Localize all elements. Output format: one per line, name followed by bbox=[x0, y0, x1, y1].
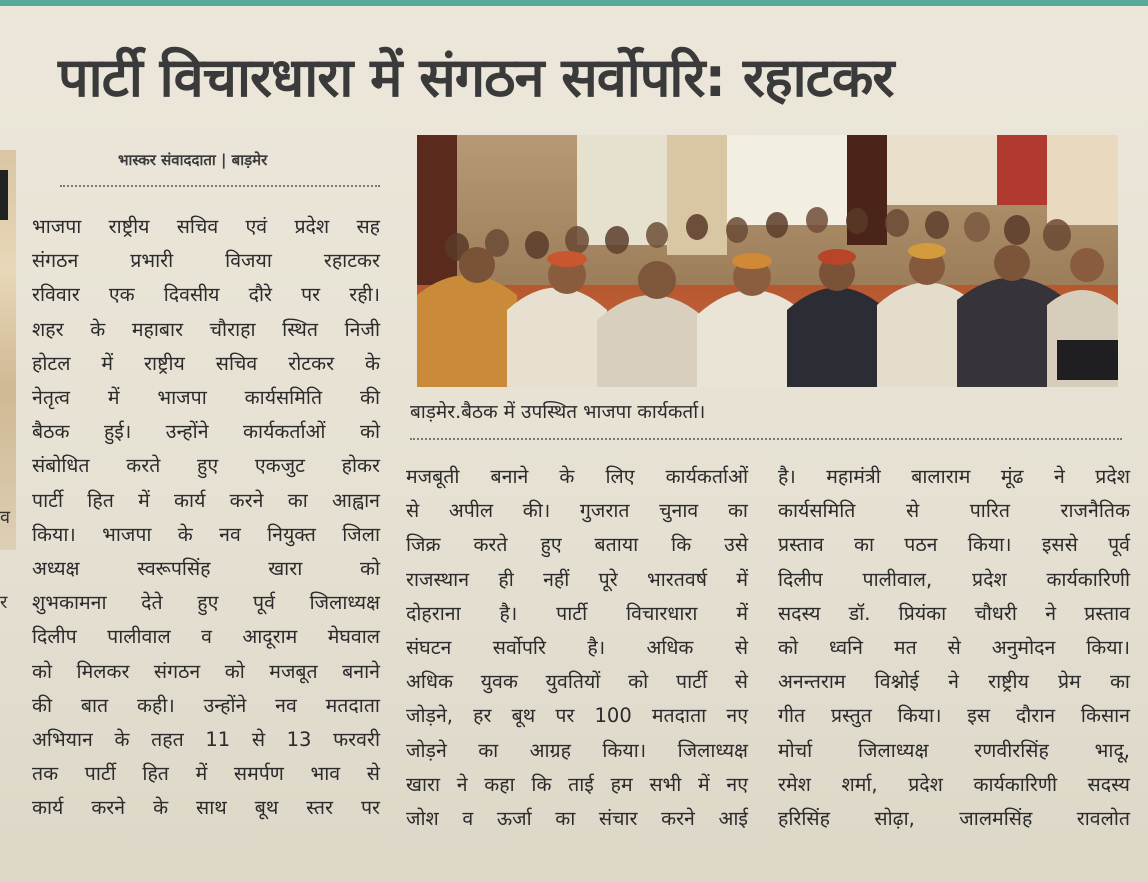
article-line: संबोधित करते हुए एकजुट होकर bbox=[32, 454, 380, 478]
article-line: दिलीप पालीवाल व आदूराम मेघवाल bbox=[32, 625, 380, 649]
article-column-middle bbox=[406, 460, 748, 836]
article-line: रविवार एक दिवसीय दौरे पर रही। bbox=[32, 283, 380, 307]
article-line: दिलीप पालीवाल, प्रदेश कार्यकारिणी bbox=[778, 567, 1130, 591]
article-line: हरिसिंह सोढ़ा, जालमसिंह रावलोत bbox=[778, 807, 1130, 831]
article-line: को मिलकर संगठन को मजबूत बनाने bbox=[32, 659, 380, 683]
article-column-right bbox=[778, 460, 1130, 836]
article-line: दोहराना है। पार्टी विचारधारा में bbox=[406, 601, 748, 625]
article-line: कार्यसमिति से पारित राजनैतिक bbox=[778, 499, 1130, 523]
article-line: जोड़ने, हर बूथ पर 100 मतदाता नए bbox=[406, 704, 748, 728]
article-line: किया। भाजपा के नव नियुक्त जिला bbox=[32, 522, 380, 546]
article-line: संघटन सर्वोपरि है। अधिक से bbox=[406, 636, 748, 660]
article-line: कार्य करने के साथ बूथ स्तर पर bbox=[32, 796, 380, 820]
article-line: मजबूती बनाने के लिए कार्यकर्ताओं bbox=[406, 465, 748, 488]
headline: पार्टी विचारधारा में संगठन सर्वोपरि: रहाटकर bbox=[58, 46, 894, 109]
article-line: अध्यक्ष स्वरूपसिंह खारा को bbox=[32, 557, 380, 581]
article-line: मोर्चा जिलाध्यक्ष रणवीरसिंह भादू, bbox=[778, 738, 1130, 762]
top-color-band bbox=[0, 0, 1148, 6]
article-line: तक पार्टी हित में समर्पण भाव से bbox=[32, 762, 380, 786]
article-line: नेतृत्व में भाजपा कार्यसमिति की bbox=[32, 386, 380, 410]
article-line: जिक्र करते हुए बताया कि उसे bbox=[406, 533, 748, 557]
article-line: जोड़ने का आग्रह किया। जिलाध्यक्ष bbox=[406, 738, 748, 762]
margin-fragment: र bbox=[0, 592, 8, 613]
margin-fragment: व bbox=[0, 507, 11, 528]
byline-divider bbox=[60, 185, 380, 187]
caption-divider bbox=[410, 438, 1122, 440]
meeting-photo bbox=[417, 135, 1118, 387]
article-line: शहर के महाबार चौराहा स्थित निजी bbox=[32, 317, 380, 341]
article-line: अभियान के तहत 11 से 13 फरवरी bbox=[32, 728, 380, 752]
article-line: रमेश शर्मा, प्रदेश कार्यकारिणी सदस्य bbox=[778, 772, 1130, 796]
byline: भास्कर संवाददाता | बाड़मेर bbox=[118, 151, 268, 169]
article-line: राजस्थान ही नहीं पूरे भारतवर्ष में bbox=[406, 567, 748, 591]
article-line: है। महामंत्री बालाराम मूंढ ने प्रदेश bbox=[778, 465, 1130, 488]
article-line: गीत प्रस्तुत किया। इस दौरान किसान bbox=[778, 704, 1130, 728]
article-line: भाजपा राष्ट्रीय सचिव एवं प्रदेश सह bbox=[32, 215, 380, 238]
article-line: की बात कही। उन्होंने नव मतदाता bbox=[32, 693, 380, 717]
article-line: सदस्य डॉ. प्रियंका चौधरी ने प्रस्ताव bbox=[778, 601, 1130, 625]
article-line: पार्टी हित में कार्य करने का आह्वान bbox=[32, 488, 380, 512]
article-line: को ध्वनि मत से अनुमोदन किया। bbox=[778, 636, 1130, 660]
meeting-photo-image bbox=[417, 135, 1118, 387]
article-line: खारा ने कहा कि ताई हम सभी में नए bbox=[406, 772, 748, 796]
article-line: बैठक हुई। उन्होंने कार्यकर्ताओं को bbox=[32, 420, 380, 444]
article-column-left bbox=[32, 210, 380, 826]
photo-caption: बाड़मेर.बैठक में उपस्थित भाजपा कार्यकर्ता। bbox=[410, 401, 706, 423]
article-line: से अपील की। गुजरात चुनाव का bbox=[406, 499, 748, 523]
article-line: अनन्तराम विश्नोई ने राष्ट्रीय प्रेम का bbox=[778, 670, 1130, 694]
article-line: शुभकामना देते हुए पूर्व जिलाध्यक्ष bbox=[32, 591, 380, 615]
article-line: संगठन प्रभारी विजया रहाटकर bbox=[32, 249, 380, 273]
article-line: अधिक युवक युवतियों को पार्टी से bbox=[406, 670, 748, 694]
article-line: होटल में राष्ट्रीय सचिव रोटकर के bbox=[32, 351, 380, 375]
adjacent-article-bar bbox=[0, 170, 8, 220]
article-line: जोश व ऊर्जा का संचार करने आई bbox=[406, 807, 748, 831]
article-line: प्रस्ताव का पठन किया। इससे पूर्व bbox=[778, 533, 1130, 557]
